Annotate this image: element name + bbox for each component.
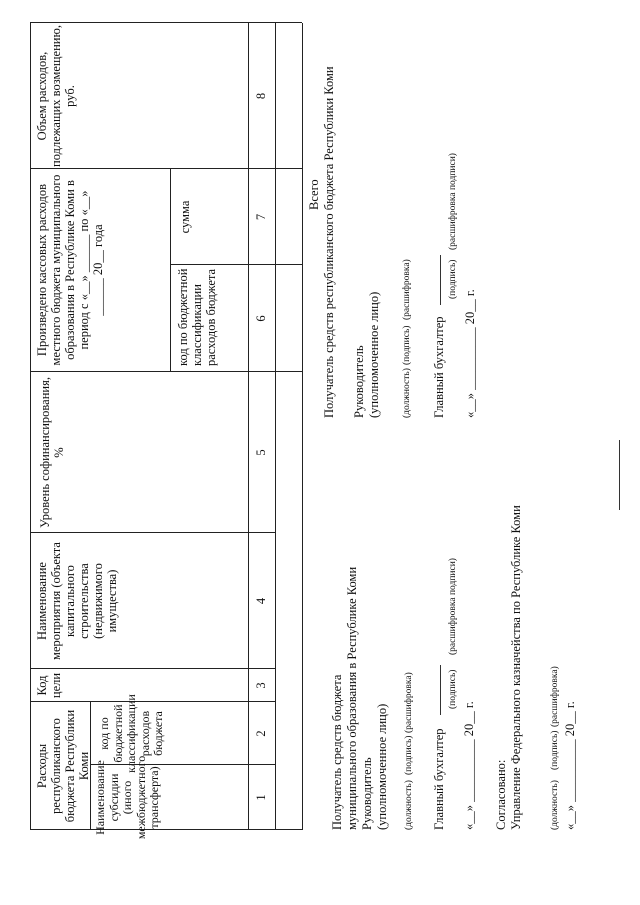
- left-podpis: (подпись): [404, 735, 414, 775]
- table-line: [275, 23, 276, 830]
- left-ufk: Управление Федерального казначейства по Республике Коми: [509, 505, 523, 830]
- total-label: Всего: [307, 179, 321, 210]
- header-kod-celi: Код цели: [35, 672, 63, 699]
- header-summa: сумма: [178, 200, 192, 234]
- right-rasshifrovka: (расшифровка): [402, 259, 412, 320]
- right-date: «__» __________ 20__ г.: [463, 289, 477, 418]
- left-date2: «__» __________ 20__ г.: [563, 701, 577, 830]
- left-dolzhnost2: (должность): [550, 780, 560, 830]
- left-mo: муниципального образования в Республике Коми: [345, 566, 359, 830]
- column-number: 6: [254, 315, 268, 322]
- column-number: 5: [254, 449, 268, 456]
- column-number: 8: [254, 92, 268, 100]
- right-upoln: (уполномоченное лицо): [367, 291, 381, 418]
- left-rasshifrovka-podpisi: (расшифровка подписи): [448, 558, 458, 655]
- header-proizvedeno: Произведено кассовых расходов местного бюджета муниципального образования в Республике Коми в период с «__» ______ по «__» ______ 20__ года: [35, 174, 105, 366]
- header-obem: Объем расходов, подлежащих возмещению, руб.: [35, 25, 77, 167]
- left-podpis2: (подпись): [448, 669, 458, 709]
- header-naim-meropr: Наименование мероприятия (объекта капитального строительства (недвижимого имущества): [35, 542, 119, 660]
- header-kod-bk2: код по бюджетной классификации расходов бюджета: [176, 268, 218, 366]
- column-number: 2: [254, 730, 268, 737]
- column-number: 3: [254, 682, 268, 689]
- left-rasshifrovka: (расшифровка): [404, 672, 414, 733]
- table-line: [30, 23, 31, 830]
- left-dolzhnost: (должность): [404, 780, 414, 830]
- left-poluchatel: Получатель средств бюджета: [330, 674, 344, 830]
- header-rashody: Расходы республиканского бюджета Республики Коми: [35, 709, 91, 823]
- header-naim-subsidii: Наименование субсидии (иного межбюджетного трансферта): [93, 755, 161, 840]
- right-glavbuh: Главный бухгалтер: [432, 316, 446, 418]
- left-date: «__» __________ 20__ г.: [462, 701, 476, 830]
- left-rukovoditel: Руководитель: [360, 757, 374, 830]
- table-line: [248, 23, 249, 830]
- left-glavbuh: Главный бухгалтер: [432, 728, 446, 830]
- right-rukovoditel: Руководитель: [352, 345, 366, 418]
- column-number: 1: [254, 794, 268, 801]
- header-uroven: Уровень софинансирования, %: [38, 377, 66, 528]
- signature-line: [440, 255, 441, 305]
- right-podpis: (подпись): [402, 325, 412, 365]
- table-line: [302, 23, 303, 830]
- right-dolzhnost: (должность): [402, 368, 412, 418]
- right-rasshifrovka-podpisi: (расшифровка подписи): [448, 153, 458, 250]
- right-poluchatel: Получатель средств республиканского бюджета Республики Коми: [322, 66, 336, 418]
- left-podpis3: (подпись): [550, 730, 560, 770]
- bottom-rule: [619, 440, 620, 510]
- left-soglasovano: Согласовано:: [494, 759, 508, 830]
- column-number: 7: [254, 213, 268, 221]
- left-rasshifrovka2: (расшифровка): [550, 666, 560, 727]
- header-kod-bk: код по бюджетной классификации расходов бюджета: [97, 694, 165, 773]
- right-podpis2: (подпись): [448, 259, 458, 299]
- signature-line: [440, 665, 441, 715]
- table-line: [275, 829, 302, 830]
- left-upoln: (уполномоченное лицо): [375, 703, 389, 830]
- table-line: [170, 169, 171, 372]
- column-number: 4: [254, 597, 268, 605]
